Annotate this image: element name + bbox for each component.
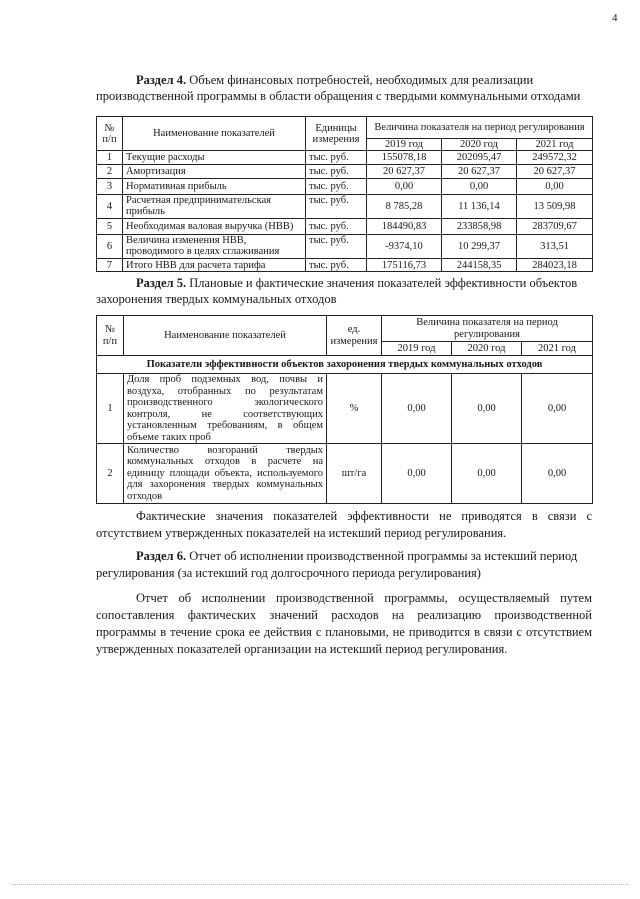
section4-title: Объем финансовых потребностей, необходимых для реализации производственной программы в области обращения с твердыми коммунальными отходами	[96, 73, 581, 103]
row-unit: шт/га	[327, 444, 382, 504]
row-value-2019: 184490,83	[367, 219, 442, 235]
row-unit: %	[327, 374, 382, 444]
t2-header-name: Наименование показателей	[124, 316, 327, 356]
row-value-2021: 0,00	[517, 179, 593, 195]
row-value-2020: 20 627,37	[442, 165, 517, 179]
t2-header-2021: 2021 год	[522, 342, 593, 356]
row-name: Необходимая валовая выручка (НВВ)	[123, 219, 306, 235]
t1-header-2020: 2020 год	[442, 139, 517, 151]
row-num: 4	[97, 195, 123, 219]
row-value-2021: 284023,18	[517, 259, 593, 272]
row-value-2019: 0,00	[382, 444, 452, 504]
actual-values-paragraph: Фактические значения показателей эффективности не приводятся в связи с отсутствием утвержденных показателей на истекший период регулирования.	[96, 509, 592, 540]
section4-label: Раздел 4.	[136, 73, 187, 87]
table-row	[97, 444, 593, 504]
row-value-2021: 20 627,37	[517, 165, 593, 179]
table-row	[97, 165, 593, 179]
t2-header-unit: ед. измерения	[327, 316, 382, 356]
footer-divider	[12, 884, 628, 885]
section6-title: Отчет об исполнении производственной программы за истекший период регулирования (за истекший год долгосрочного периода регулирования)	[96, 549, 578, 580]
t2-header-period: Величина показателя на период регулирования	[382, 316, 593, 342]
row-value-2019: 175116,73	[367, 259, 442, 272]
t1-header-2019: 2019 год	[367, 139, 442, 151]
row-num: 1	[97, 151, 123, 165]
row-num: 3	[97, 179, 123, 195]
row-num: 7	[97, 259, 123, 272]
t2-header-2020: 2020 год	[452, 342, 522, 356]
t1-header-2021: 2021 год	[517, 139, 593, 151]
section5-label: Раздел 5.	[136, 276, 187, 290]
t1-header-num: № п/п	[97, 117, 123, 151]
row-unit: тыс. руб.	[306, 151, 367, 165]
page-number: 4	[612, 12, 618, 24]
section5-title: Плановые и фактические значения показателей эффективности объектов захоронения твердых коммунальных отходов	[96, 276, 578, 306]
row-num: 2	[97, 165, 123, 179]
row-value-2021: 249572,32	[517, 151, 593, 165]
row-value-2021: 13 509,98	[517, 195, 593, 219]
row-num: 1	[97, 374, 124, 444]
section6-label: Раздел 6.	[136, 549, 187, 563]
row-value-2021: 313,51	[517, 235, 593, 259]
row-unit: тыс. руб.	[306, 179, 367, 195]
group-title: Показатели эффективности объектов захоронения твердых коммунальных отходов	[97, 356, 593, 374]
section6-heading	[96, 548, 592, 582]
row-value-2020: 11 136,14	[442, 195, 517, 219]
row-name: Величина изменения НВВ, проводимого в целях сглаживания	[123, 235, 306, 259]
row-name: Итого НВВ для расчета тарифа	[123, 259, 306, 272]
table-row	[97, 235, 593, 259]
row-value-2020: 0,00	[442, 179, 517, 195]
row-value-2019: 8 785,28	[367, 195, 442, 219]
t1-header-name: Наименование показателей	[123, 117, 306, 151]
row-value-2020: 0,00	[452, 374, 522, 444]
report-paragraph: Отчет об исполнении производственной программы, осуществляемый путем сопоставления фактических значений расходов на реализацию производственной программы в течение срока ее действия с плановыми, не приводится в связи с отсутствием утвержденных показателей организации на истекший период регулирования.	[96, 591, 592, 656]
row-value-2019: 0,00	[367, 179, 442, 195]
row-name: Текущие расходы	[123, 151, 306, 165]
row-unit: тыс. руб.	[306, 235, 367, 259]
row-value-2021: 0,00	[522, 444, 593, 504]
row-value-2019: 155078,18	[367, 151, 442, 165]
t2-header-2019: 2019 год	[382, 342, 452, 356]
row-value-2020: 233858,98	[442, 219, 517, 235]
row-name: Количество возгораний твердых коммунальных отходов в расчете на единицу площади объекта, используемого для захоронения твердых коммунальных отходов	[124, 444, 327, 504]
table-row	[97, 219, 593, 235]
t1-header-period: Величина показателя на период регулирования	[367, 117, 593, 139]
row-value-2021: 283709,67	[517, 219, 593, 235]
row-name: Нормативная прибыль	[123, 179, 306, 195]
row-value-2019: 20 627,37	[367, 165, 442, 179]
t1-header-unit: Единицы измерения	[306, 117, 367, 151]
table-row	[97, 151, 593, 165]
table-row	[97, 374, 593, 444]
efficiency-table	[96, 315, 593, 504]
table-row	[97, 259, 593, 272]
row-num: 2	[97, 444, 124, 504]
row-unit: тыс. руб.	[306, 195, 367, 219]
row-num: 5	[97, 219, 123, 235]
row-value-2020: 202095,47	[442, 151, 517, 165]
row-name: Амортизация	[123, 165, 306, 179]
row-name: Расчетная предпринимательская прибыль	[123, 195, 306, 219]
row-unit: тыс. руб.	[306, 259, 367, 272]
row-value-2019: 0,00	[382, 374, 452, 444]
financial-needs-table	[96, 116, 593, 272]
row-value-2019: -9374,10	[367, 235, 442, 259]
row-value-2020: 10 299,37	[442, 235, 517, 259]
section4-heading	[96, 72, 592, 104]
row-value-2021: 0,00	[522, 374, 593, 444]
table-row	[97, 179, 593, 195]
row-value-2020: 244158,35	[442, 259, 517, 272]
row-value-2020: 0,00	[452, 444, 522, 504]
row-name: Доля проб подземных вод, почвы и воздуха, отобранных по результатам производственного экологического контроля, не соответствующих установленным требованиям, в общем объеме таких проб	[124, 374, 327, 444]
section5-heading	[96, 275, 592, 307]
row-num: 6	[97, 235, 123, 259]
t2-header-num: № п/п	[97, 316, 124, 356]
table-row	[97, 195, 593, 219]
row-unit: тыс. руб.	[306, 165, 367, 179]
row-unit: тыс. руб.	[306, 219, 367, 235]
